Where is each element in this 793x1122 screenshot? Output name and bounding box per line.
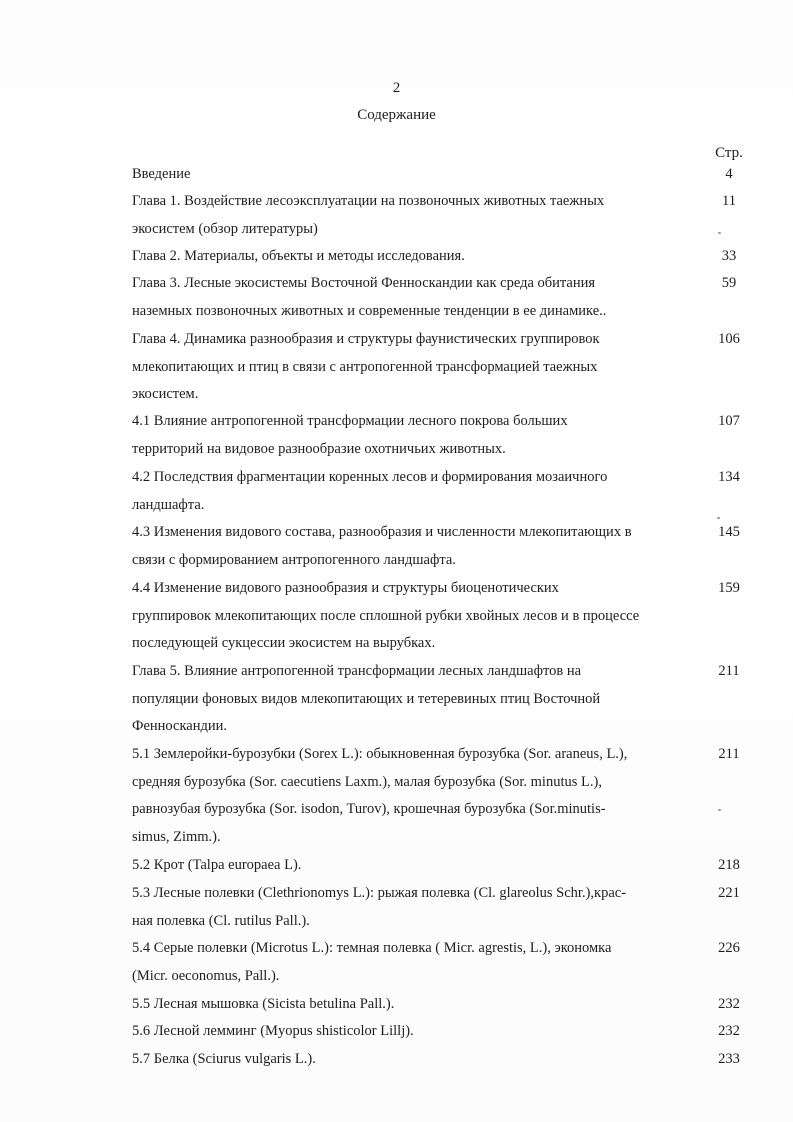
toc-entry-page: 218	[718, 857, 740, 873]
toc-entry-page: 232	[718, 1023, 740, 1039]
toc-entry-section-5-6	[132, 1018, 752, 1046]
toc-entry-text: 5.4 Серые полевки (Microtus L.): темная полевка ( Micr. agrestis, L.), экономка (Micr. oeconomus, Pall.).	[132, 940, 612, 984]
toc-entry-chapter-1	[132, 188, 752, 243]
toc-entry-text: 4.3 Изменения видового состава, разнообразия и численности млекопитающих в связи с формированием антропогенного ландшафта.	[132, 524, 632, 568]
toc-entry-page: 159	[718, 580, 740, 596]
toc-entry-page: 11	[722, 193, 736, 209]
toc-entry-section-4-4	[132, 575, 752, 658]
toc-entry-page: 107	[718, 413, 740, 429]
toc-entry-page: 226	[718, 940, 740, 956]
scan-speck	[718, 809, 721, 811]
toc-entry-page: 59	[721, 275, 737, 291]
page-number: 2	[392, 80, 401, 96]
toc-entry-section-5-5	[132, 991, 752, 1019]
toc-entry-chapter-2	[132, 243, 752, 271]
toc-entry-page: 232	[718, 996, 740, 1012]
toc-entry-section-5-7	[132, 1046, 752, 1074]
page-column-header: Стр.	[715, 145, 743, 161]
toc-entry-text: 5.7 Белка (Sciurus vulgaris L.).	[132, 1051, 316, 1067]
toc-entry-text: 5.2 Крот (Talpa europaea L).	[132, 857, 302, 873]
toc-entry-page: 221	[718, 885, 740, 901]
scan-speck	[717, 517, 720, 519]
toc-entry-page: 33	[721, 248, 737, 264]
toc-entry-text: 4.2 Последствия фрагментации коренных лесов и формирования мозаичного ландшафта.	[132, 469, 608, 513]
toc-entry-section-4-2	[132, 464, 752, 519]
toc-entry-chapter-5	[132, 658, 752, 741]
toc-entry-text: 4.4 Изменение видового разнообразия и структуры биоценотических группировок млекопитающих после сплошной рубки хвойных лесов и в процессе последующей сукцессии экосистем на вырубках.	[132, 580, 640, 651]
toc-entry-page: 106	[718, 331, 740, 347]
toc-entry-text: Глава 4. Динамика разнообразия и структуры фаунистических группировок млекопитающих и птиц в связи с антропогенной трансформацией таежных экосистем.	[132, 331, 600, 402]
toc-entry-text: Введение	[132, 166, 191, 182]
toc-entry-section-5-1	[132, 741, 752, 851]
toc-entry-section-5-4	[132, 935, 752, 990]
toc-entry-page: 4	[725, 166, 733, 182]
toc-entry-page: 211	[718, 746, 740, 762]
toc-entry-text: Глава 3. Лесные экосистемы Восточной Фенноскандии как среда обитания наземных позвоночных животных и современные тенденции в ее динамике..	[132, 275, 607, 319]
toc-entry-introduction	[132, 161, 752, 189]
toc-entry-text: 5.1 Землеройки-бурозубки (Sorex L.): обыкновенная бурозубка (Sor. araneus, L.), средняя бурозубка (Sor. caecutiens Laxm.), малая бурозубка (Sor. minutus L.), равнозубая бурозубка (Sor. isodon, Turov), крошечная бурозубка (Sor.minutis- simus, Zimm.).	[132, 746, 628, 845]
toc-entry-text: 5.5 Лесная мышовка (Sicista betulina Pall.).	[132, 996, 395, 1012]
toc-entry-section-5-3	[132, 880, 752, 935]
toc-entry-section-5-2	[132, 852, 752, 880]
toc-entry-chapter-3	[132, 270, 752, 325]
toc-entry-page: 134	[718, 469, 740, 485]
toc-entry-text: Глава 5. Влияние антропогенной трансформации лесных ландшафтов на популяции фоновых видов млекопитающих и тетеревиных птиц Восточной Фенноскандии.	[132, 663, 601, 734]
toc-entry-page: 211	[718, 663, 740, 679]
toc-entry-text: Глава 2. Материалы, объекты и методы исследования.	[132, 248, 465, 264]
toc-entry-chapter-4	[132, 326, 752, 409]
toc-entry-page: 233	[718, 1051, 740, 1067]
toc-entry-section-4-3	[132, 519, 752, 574]
toc-entry-section-4-1	[132, 408, 752, 463]
toc-entry-text: 5.6 Лесной лемминг (Myopus shisticolor Lillj).	[132, 1023, 414, 1039]
toc-entry-page: 145	[718, 524, 740, 540]
toc-entry-text: 5.3 Лесные полевки (Clethrionomys L.): рыжая полевка (Cl. glareolus Schr.),крас- ная полевка (Cl. rutilus Pall.).	[132, 885, 627, 929]
toc-entry-text: Глава 1. Воздействие лесоэксплуатации на позвоночных животных таежных экосистем (обзор литературы)	[132, 193, 605, 237]
page-title: Содержание	[357, 107, 436, 123]
toc-entry-text: 4.1 Влияние антропогенной трансформации лесного покрова больших территорий на видовое разнообразие охотничьих животных.	[132, 413, 568, 457]
scan-speck	[718, 232, 721, 234]
